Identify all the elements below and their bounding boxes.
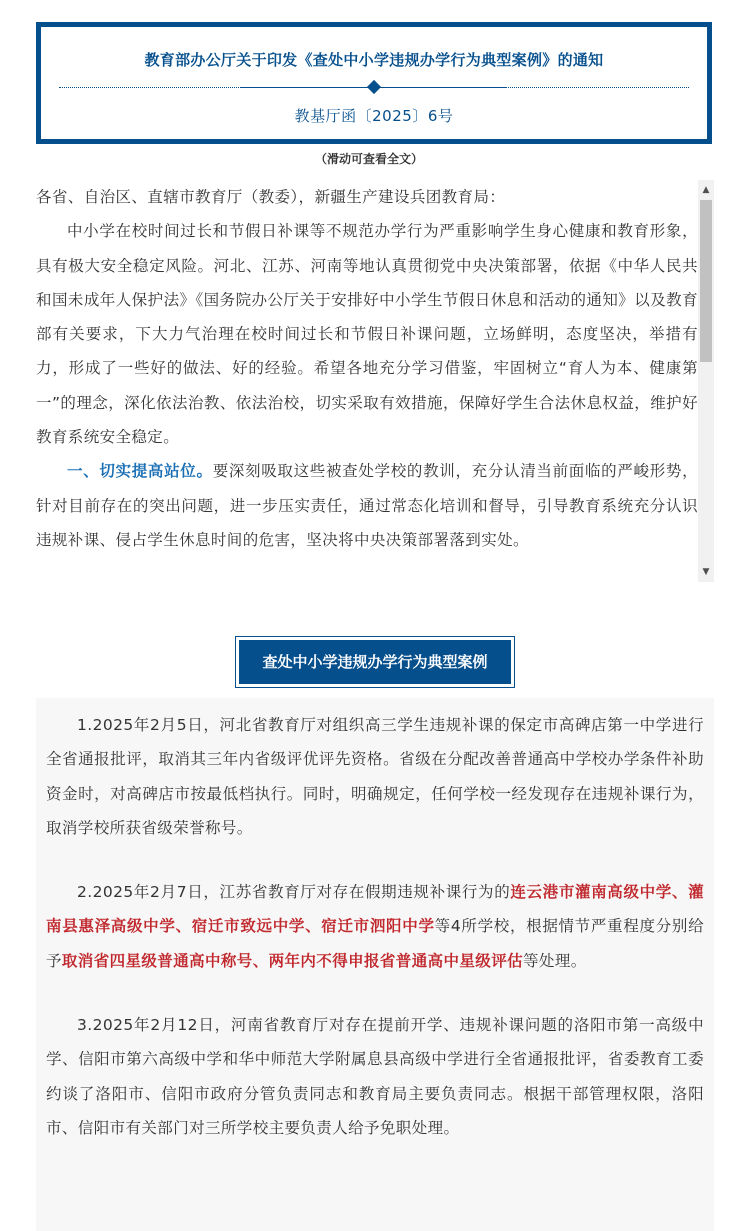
chevron-up-icon[interactable]: ▲ [702, 185, 710, 195]
letter-content [36, 180, 698, 557]
letter-salutation: 各省、自治区、直辖市教育厅（教委），新疆生产建设兵团教育局： [36, 188, 506, 206]
letter-paragraph: 中小学在校时间过长和节假日补课等不规范办学行为严重影响学生身心健康和教育形象，具有极大安全稳定风险。河北、江苏、河南等地认真贯彻党中央决策部署，依据《中华人民共和国未成年人保护法》《国务院办公厅关于安排好中小学生节假日休息和活动的通知》以及教育部有关要求，下大力气治理在校时间过长和节假日补课问题，立场鲜明，态度坚决，举措有力，形成了一些好的做法、好的经验。希望各地充分学习借鉴，牢固树立“育人为本、健康第一”的理念，深化依法治教、依法治校，切实采取有效措施，保障好学生合法休息权益，维护好教育系统安全稳定。 [36, 222, 698, 447]
case-text: 等4所学校，根据情节严重程度分别给予 [46, 917, 704, 970]
letter-scroll-area[interactable] [36, 180, 714, 582]
diamond-icon [367, 80, 381, 94]
section-title: 查处中小学违规办学行为典型案例 [239, 640, 511, 684]
document-number: 教基厅函〔2025〕6号 [294, 107, 454, 125]
case-item [46, 875, 704, 978]
notice-title: 教育部办公厅关于印发《查处中小学违规办学行为典型案例》的通知 [144, 51, 604, 69]
paragraph-body: 要深刻吸取这些被查处学校的教训，充分认清当前面临的严峻形势，针对目前存在的突出问题，进一步压实责任，通过常态化培训和督导，引导教育系统充分认识违规补课、侵占学生休息时间的危害，坚决将中央决策部署落到实处。 [36, 462, 698, 549]
cases-panel [36, 698, 714, 1231]
section-title-frame [235, 636, 515, 688]
case-item: 3.2025年2月12日，河南省教育厅对存在提前开学、违规补课问题的洛阳市第一高级中学、信阳市第六高级中学和华中师范大学附属息县高级中学进行全省通报批评，省委教育工委约谈了洛阳市、信阳市政府分管负责同志和教育局主要负责同志。根据干部管理权限，洛阳市、信阳市有关部门对三所学校主要负责人给予免职处理。 [46, 1016, 704, 1137]
case-text: 等处理。 [523, 951, 587, 970]
scrollbar[interactable] [698, 180, 714, 582]
chevron-down-icon[interactable]: ▼ [702, 567, 710, 577]
case-item: 1.2025年2月5日，河北省教育厅对组织高三学生违规补课的保定市高碑店第一中学进行全省通报批评，取消其三年内省级评优评先资格。省级在分配改善普通高中学校办学条件补助资金时，对高碑店市按最低档执行。同时，明确规定，任何学校一经发现存在违规补课行为，取消学校所获省级荣誉称号。 [46, 716, 704, 837]
scrollbar-thumb[interactable] [700, 200, 712, 362]
letter-paragraph [36, 454, 698, 557]
paragraph-heading: 一、切实提高站位。 [67, 462, 213, 481]
notice-header-inner [40, 26, 708, 140]
case-highlight: 取消省四星级普通高中称号、两年内不得申报省普通高中星级评估 [61, 951, 524, 970]
case-text: 2.2025年2月7日，江苏省教育厅对存在假期违规补课行为的 [77, 883, 511, 902]
notice-header [36, 22, 712, 144]
scroll-hint: （滑动可查看全文） [314, 152, 423, 166]
case-highlight: 连云港市灌南高级中学、灌南县惠泽高级中学、宿迁市致远中学、宿迁市泗阳中学 [46, 883, 704, 936]
